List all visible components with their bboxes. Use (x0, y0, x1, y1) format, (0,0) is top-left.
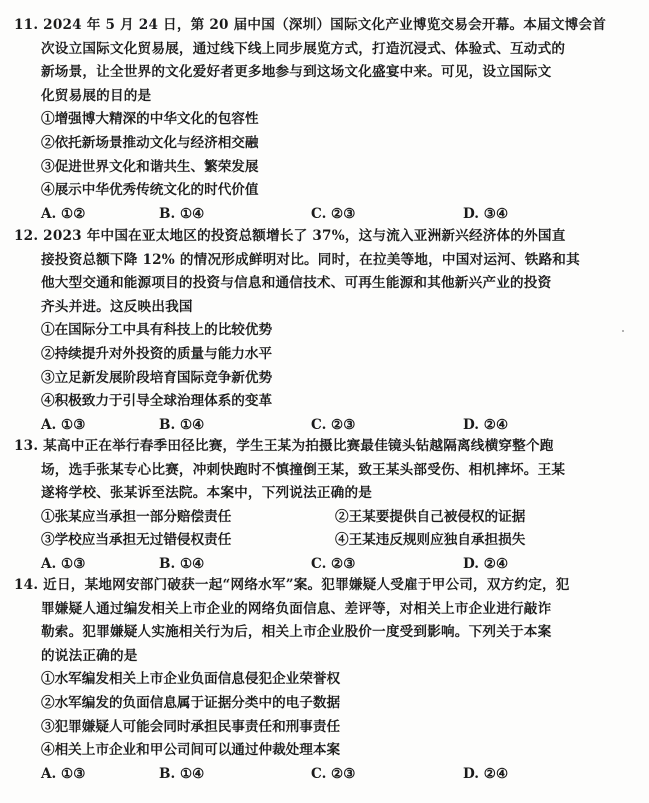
question-11 (14, 14, 630, 226)
question-14-options (14, 668, 630, 762)
option-2: ②持续提升对外投资的质量与能力水平 (41, 345, 273, 362)
stem-line: 遂将学校、张某诉至法院。本案中，下列说法正确的是 (41, 485, 373, 502)
question-14 (14, 574, 630, 786)
option-3: ③促进世界文化和谐共生、繁荣发展 (41, 158, 259, 175)
question-11-options (14, 108, 630, 202)
choice-c: C. ②③ (311, 765, 356, 782)
stem-line: 化贸易展的目的是 (41, 87, 152, 104)
choice-c: C. ②③ (311, 205, 356, 222)
choice-b: B. ①④ (159, 416, 205, 433)
option-1: ①增强博大精深的中华文化的包容性 (41, 111, 259, 128)
stem-line: 12. 2023 年中国在亚太地区的投资总额增长了 37%，这与流入亚洲新兴经济体的外国直 (14, 228, 566, 244)
choice-c: C. ②③ (311, 555, 356, 572)
scan-speck (622, 330, 624, 332)
question-12-choices (14, 414, 630, 438)
choice-d: D. ③④ (463, 205, 509, 222)
choice-d: D. ②④ (463, 555, 509, 572)
question-11-choices (14, 203, 630, 227)
option-2: ②依托新场景推动文化与经济相交融 (41, 134, 259, 151)
stem-line: 齐头并进。这反映出我国 (41, 298, 193, 315)
option-row (41, 506, 630, 530)
option-2: ②王某要提供自己被侵权的证据 (335, 508, 526, 525)
stem-line: 13. 某高中正在举行春季田径比赛，学生王某为拍摄比赛最佳镜头钻越隔离线横穿整个跑 (14, 438, 554, 454)
stem-line: 的说法正确的是 (41, 647, 138, 664)
option-1: ①张某应当承担一部分赔偿责任 (41, 508, 232, 525)
option-row (41, 529, 630, 553)
choice-a: A. ①③ (41, 555, 86, 572)
option-3: ③犯罪嫌疑人可能会同时承担民事责任和刑事责任 (41, 718, 341, 735)
question-12-options (14, 319, 630, 413)
question-14-choices (14, 763, 630, 787)
option-3: ③学校应当承担无过错侵权责任 (41, 532, 232, 549)
option-4: ④相关上市企业和甲公司间可以通过仲裁处理本案 (41, 742, 341, 759)
choice-b: B. ①④ (159, 765, 205, 782)
choice-d: D. ②④ (463, 416, 509, 433)
choice-b: B. ①④ (159, 555, 205, 572)
option-4: ④王某违反规则应独自承担损失 (335, 532, 526, 549)
question-13-options (14, 506, 630, 553)
choice-a: A. ①③ (41, 416, 86, 433)
question-12-stem (14, 225, 630, 319)
choice-c: C. ②③ (311, 416, 356, 433)
stem-line: 新场景，让全世界的文化爱好者更多地参与到这场文化盛宴中来。可见，设立国际文 (41, 64, 552, 81)
choice-a: A. ①③ (41, 765, 86, 782)
question-13-stem (14, 435, 630, 506)
stem-line: 罪嫌疑人通过编发相关上市企业的网络负面信息、差评等，对相关上市企业进行敲诈 (41, 600, 552, 617)
option-4: ④展示中华优秀传统文化的时代价值 (41, 182, 259, 199)
stem-line: 场，选手张某专心比赛，冲刺快跑时不慎撞倒王某，致王某头部受伤、相机摔坏。王某 (41, 461, 566, 478)
stem-line: 11. 2024 年 5 月 24 日，第 20 届中国（深圳）国际文化产业博览交易会开幕。本届文博会首 (14, 17, 607, 33)
question-12 (14, 225, 630, 437)
option-1: ①在国际分工中具有科技上的比较优势 (41, 322, 273, 339)
option-1: ①水军编发相关上市企业负面信息侵犯企业荣誉权 (41, 671, 341, 688)
stem-line: 接投资总额下降 12% 的情况形成鲜明对比。同时，在拉美等地，中国对运河、铁路和其 (41, 251, 580, 268)
stem-line: 14. 近日，某地网安部门破获一起“网络水军”案。犯罪嫌疑人受雇于甲公司，双方约定，犯 (14, 577, 570, 593)
choice-a: A. ①② (41, 205, 86, 222)
choice-d: D. ②④ (463, 765, 509, 782)
question-13 (14, 435, 630, 577)
option-4: ④积极致力于引导全球治理体系的变革 (41, 393, 273, 410)
stem-line: 他大型交通和能源项目的投资与信息和通信技术、可再生能源和其他新兴产业的投资 (41, 275, 552, 292)
option-3: ③立足新发展阶段培育国际竞争新优势 (41, 369, 273, 386)
option-2: ②水军编发的负面信息属于证据分类中的电子数据 (41, 694, 341, 711)
stem-line: 勒索。犯罪嫌疑人实施相关行为后，相关上市企业股价一度受到影响。下列关于本案 (41, 624, 552, 641)
question-11-stem (14, 14, 630, 108)
question-14-stem (14, 574, 630, 668)
choice-b: B. ①④ (159, 205, 205, 222)
stem-line: 次设立国际文化贸易展，通过线下线上同步展览方式，打造沉浸式、体验式、互动式的 (41, 40, 566, 57)
